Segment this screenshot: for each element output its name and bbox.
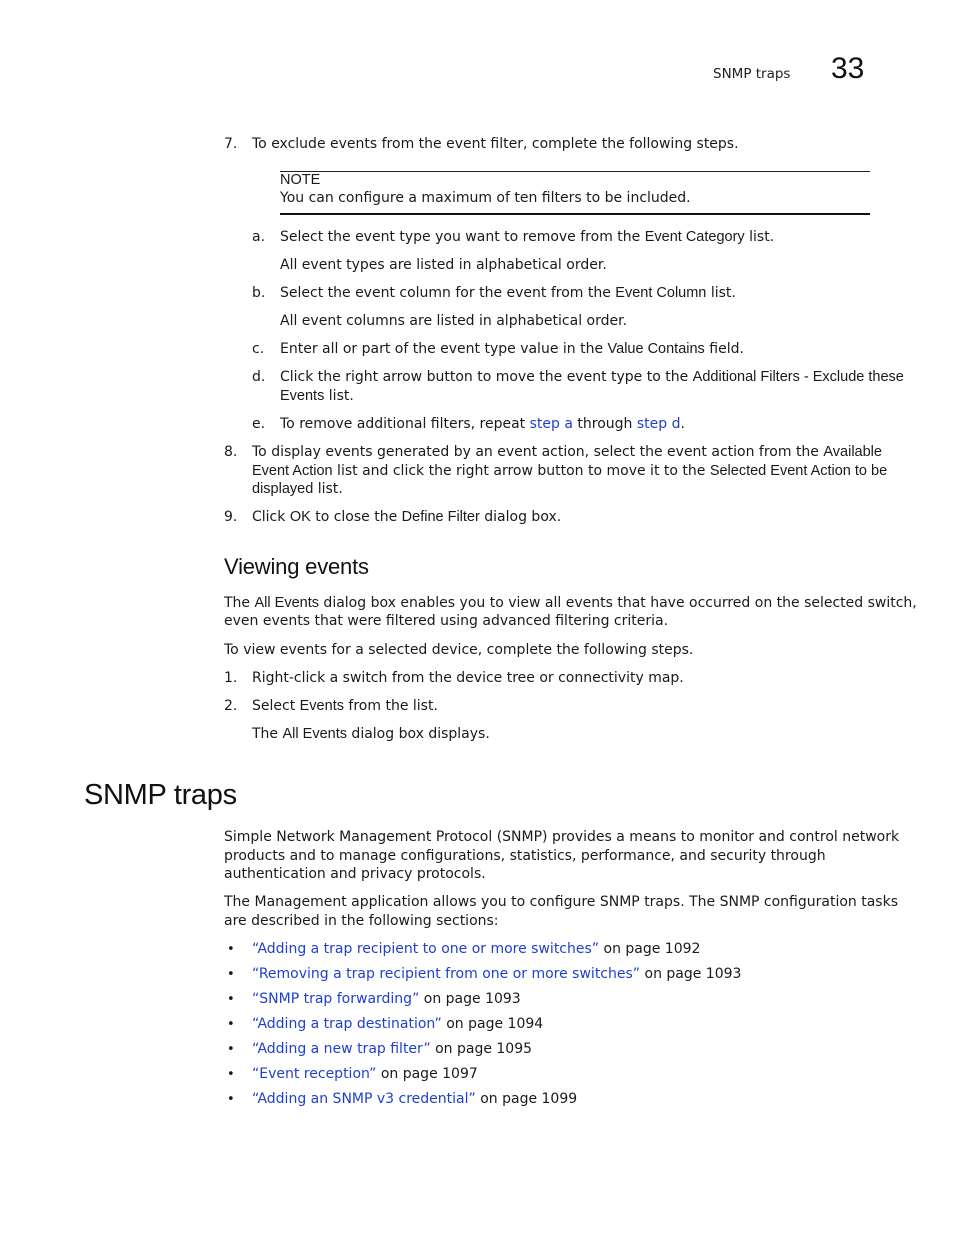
step-number: 9. <box>224 509 238 525</box>
substep-letter: b. <box>252 285 266 301</box>
substep-d-text-line1: Click the right arrow button to move the event type to the Additional Filters - Exclude these <box>280 369 904 385</box>
bullet-glyph: • <box>227 992 235 1007</box>
ui-term: OK <box>289 509 311 525</box>
running-header-title: SNMP traps <box>713 66 791 82</box>
substep-letter: a. <box>252 229 266 245</box>
substep-a-text: Select the event type you want to remove from the Event Category list. <box>280 229 775 245</box>
ui-term: All Events <box>254 595 319 611</box>
ui-term: Event Category <box>644 229 745 245</box>
section-heading: Viewing events <box>224 554 369 579</box>
substep-letter: c. <box>252 341 265 357</box>
step-text: Select Events from the list. <box>252 698 438 714</box>
ui-term: All Events <box>282 726 347 742</box>
xref-link[interactable]: “Adding an SNMP v3 credential” <box>252 1091 476 1107</box>
list-item: “Adding a trap recipient to one or more switches” on page 1092 <box>252 941 701 957</box>
list-item: “Removing a trap recipient from one or more switches” on page 1093 <box>252 966 742 982</box>
xref-link[interactable]: “Event reception” <box>252 1066 377 1082</box>
substep-letter: e. <box>252 416 266 432</box>
paragraph-line: even events that were filtered using advanced filtering criteria. <box>224 613 669 629</box>
step-number: 8. <box>224 444 238 460</box>
list-item: “SNMP trap forwarding” on page 1093 <box>252 991 521 1007</box>
substep-a-note: All event types are listed in alphabetical order. <box>280 257 607 273</box>
xref-link[interactable]: “Adding a trap destination” <box>252 1016 442 1032</box>
step-number: 2. <box>224 698 238 714</box>
substep-b-text: Select the event column for the event from the Event Column list. <box>280 285 736 301</box>
paragraph-line: Simple Network Management Protocol (SNMP) provides a means to monitor and control network <box>224 829 900 845</box>
ui-term: Available <box>823 444 882 460</box>
step-text: Right-click a switch from the device tree or connectivity map. <box>252 670 684 686</box>
ui-term: Events <box>280 388 325 404</box>
paragraph-line: The All Events dialog box enables you to view all events that have occurred on the selected switch, <box>224 595 917 611</box>
chapter-section-heading: SNMP traps <box>84 779 237 811</box>
ui-term: Event Action <box>252 463 333 479</box>
xref-link[interactable]: “Adding a new trap filter” <box>252 1041 431 1057</box>
step-number: 1. <box>224 670 238 686</box>
bullet-glyph: • <box>227 1017 235 1032</box>
substep-letter: d. <box>252 369 266 385</box>
bullet-glyph: • <box>227 1092 235 1107</box>
step-d-link[interactable]: step d <box>636 416 681 432</box>
ui-term: Events <box>299 698 344 714</box>
ui-term: Event Column <box>615 285 707 301</box>
ui-term: Value Contains <box>607 341 705 357</box>
ui-term: Additional Filters - Exclude these <box>692 369 904 385</box>
step-a-link[interactable]: step a <box>529 416 573 432</box>
xref-link[interactable]: “Removing a trap recipient from one or more switches” <box>252 966 641 982</box>
paragraph-line: The Management application allows you to configure SNMP traps. The SNMP configuration tasks <box>224 894 898 910</box>
step-9-text: Click OK to close the Define Filter dialog box. <box>252 509 562 525</box>
ui-term: displayed <box>252 481 314 497</box>
substep-b-note: All event columns are listed in alphabetical order. <box>280 313 628 329</box>
xref-link[interactable]: “Adding a trap recipient to one or more switches” <box>252 941 600 957</box>
list-item: “Adding an SNMP v3 credential” on page 1099 <box>252 1091 578 1107</box>
substep-e-text: To remove additional filters, repeat step a through step d. <box>280 416 685 432</box>
bullet-glyph: • <box>227 942 235 957</box>
note-top-rule <box>280 171 870 172</box>
step-text: To exclude events from the event filter, complete the following steps. <box>252 136 739 152</box>
step-8-text-line1: To display events generated by an event action, select the event action from the Available <box>252 444 882 460</box>
list-item: “Adding a new trap filter” on page 1095 <box>252 1041 533 1057</box>
list-item: “Adding a trap destination” on page 1094 <box>252 1016 544 1032</box>
note-text: You can configure a maximum of ten filters to be included. <box>280 190 691 206</box>
substep-d-text-line2: Events list. <box>280 388 354 404</box>
substep-c-text: Enter all or part of the event type value in the Value Contains field. <box>280 341 744 357</box>
ui-term: Define Filter <box>401 509 480 525</box>
step-8-text-line2: Event Action list and click the right arrow button to move it to the Selected Event Action to be <box>252 463 888 479</box>
chapter-number: 33 <box>831 52 865 85</box>
note-label: NOTE <box>280 172 321 188</box>
paragraph-line: are described in the following sections: <box>224 913 499 929</box>
bullet-glyph: • <box>227 1042 235 1057</box>
bullet-glyph: • <box>227 967 235 982</box>
bullet-glyph: • <box>227 1067 235 1082</box>
list-item: “Event reception” on page 1097 <box>252 1066 478 1082</box>
xref-link[interactable]: “SNMP trap forwarding” <box>252 991 420 1007</box>
note-bottom-rule <box>280 213 870 215</box>
step-8-text-line3: displayed list. <box>252 481 343 497</box>
ui-term: Selected Event Action to be <box>709 463 888 479</box>
paragraph-line: authentication and privacy protocols. <box>224 866 486 882</box>
paragraph-line: products and to manage configurations, statistics, performance, and security through <box>224 848 826 864</box>
paragraph: To view events for a selected device, complete the following steps. <box>224 642 694 658</box>
step-result: The All Events dialog box displays. <box>252 726 490 742</box>
step-number: 7. <box>224 136 238 152</box>
